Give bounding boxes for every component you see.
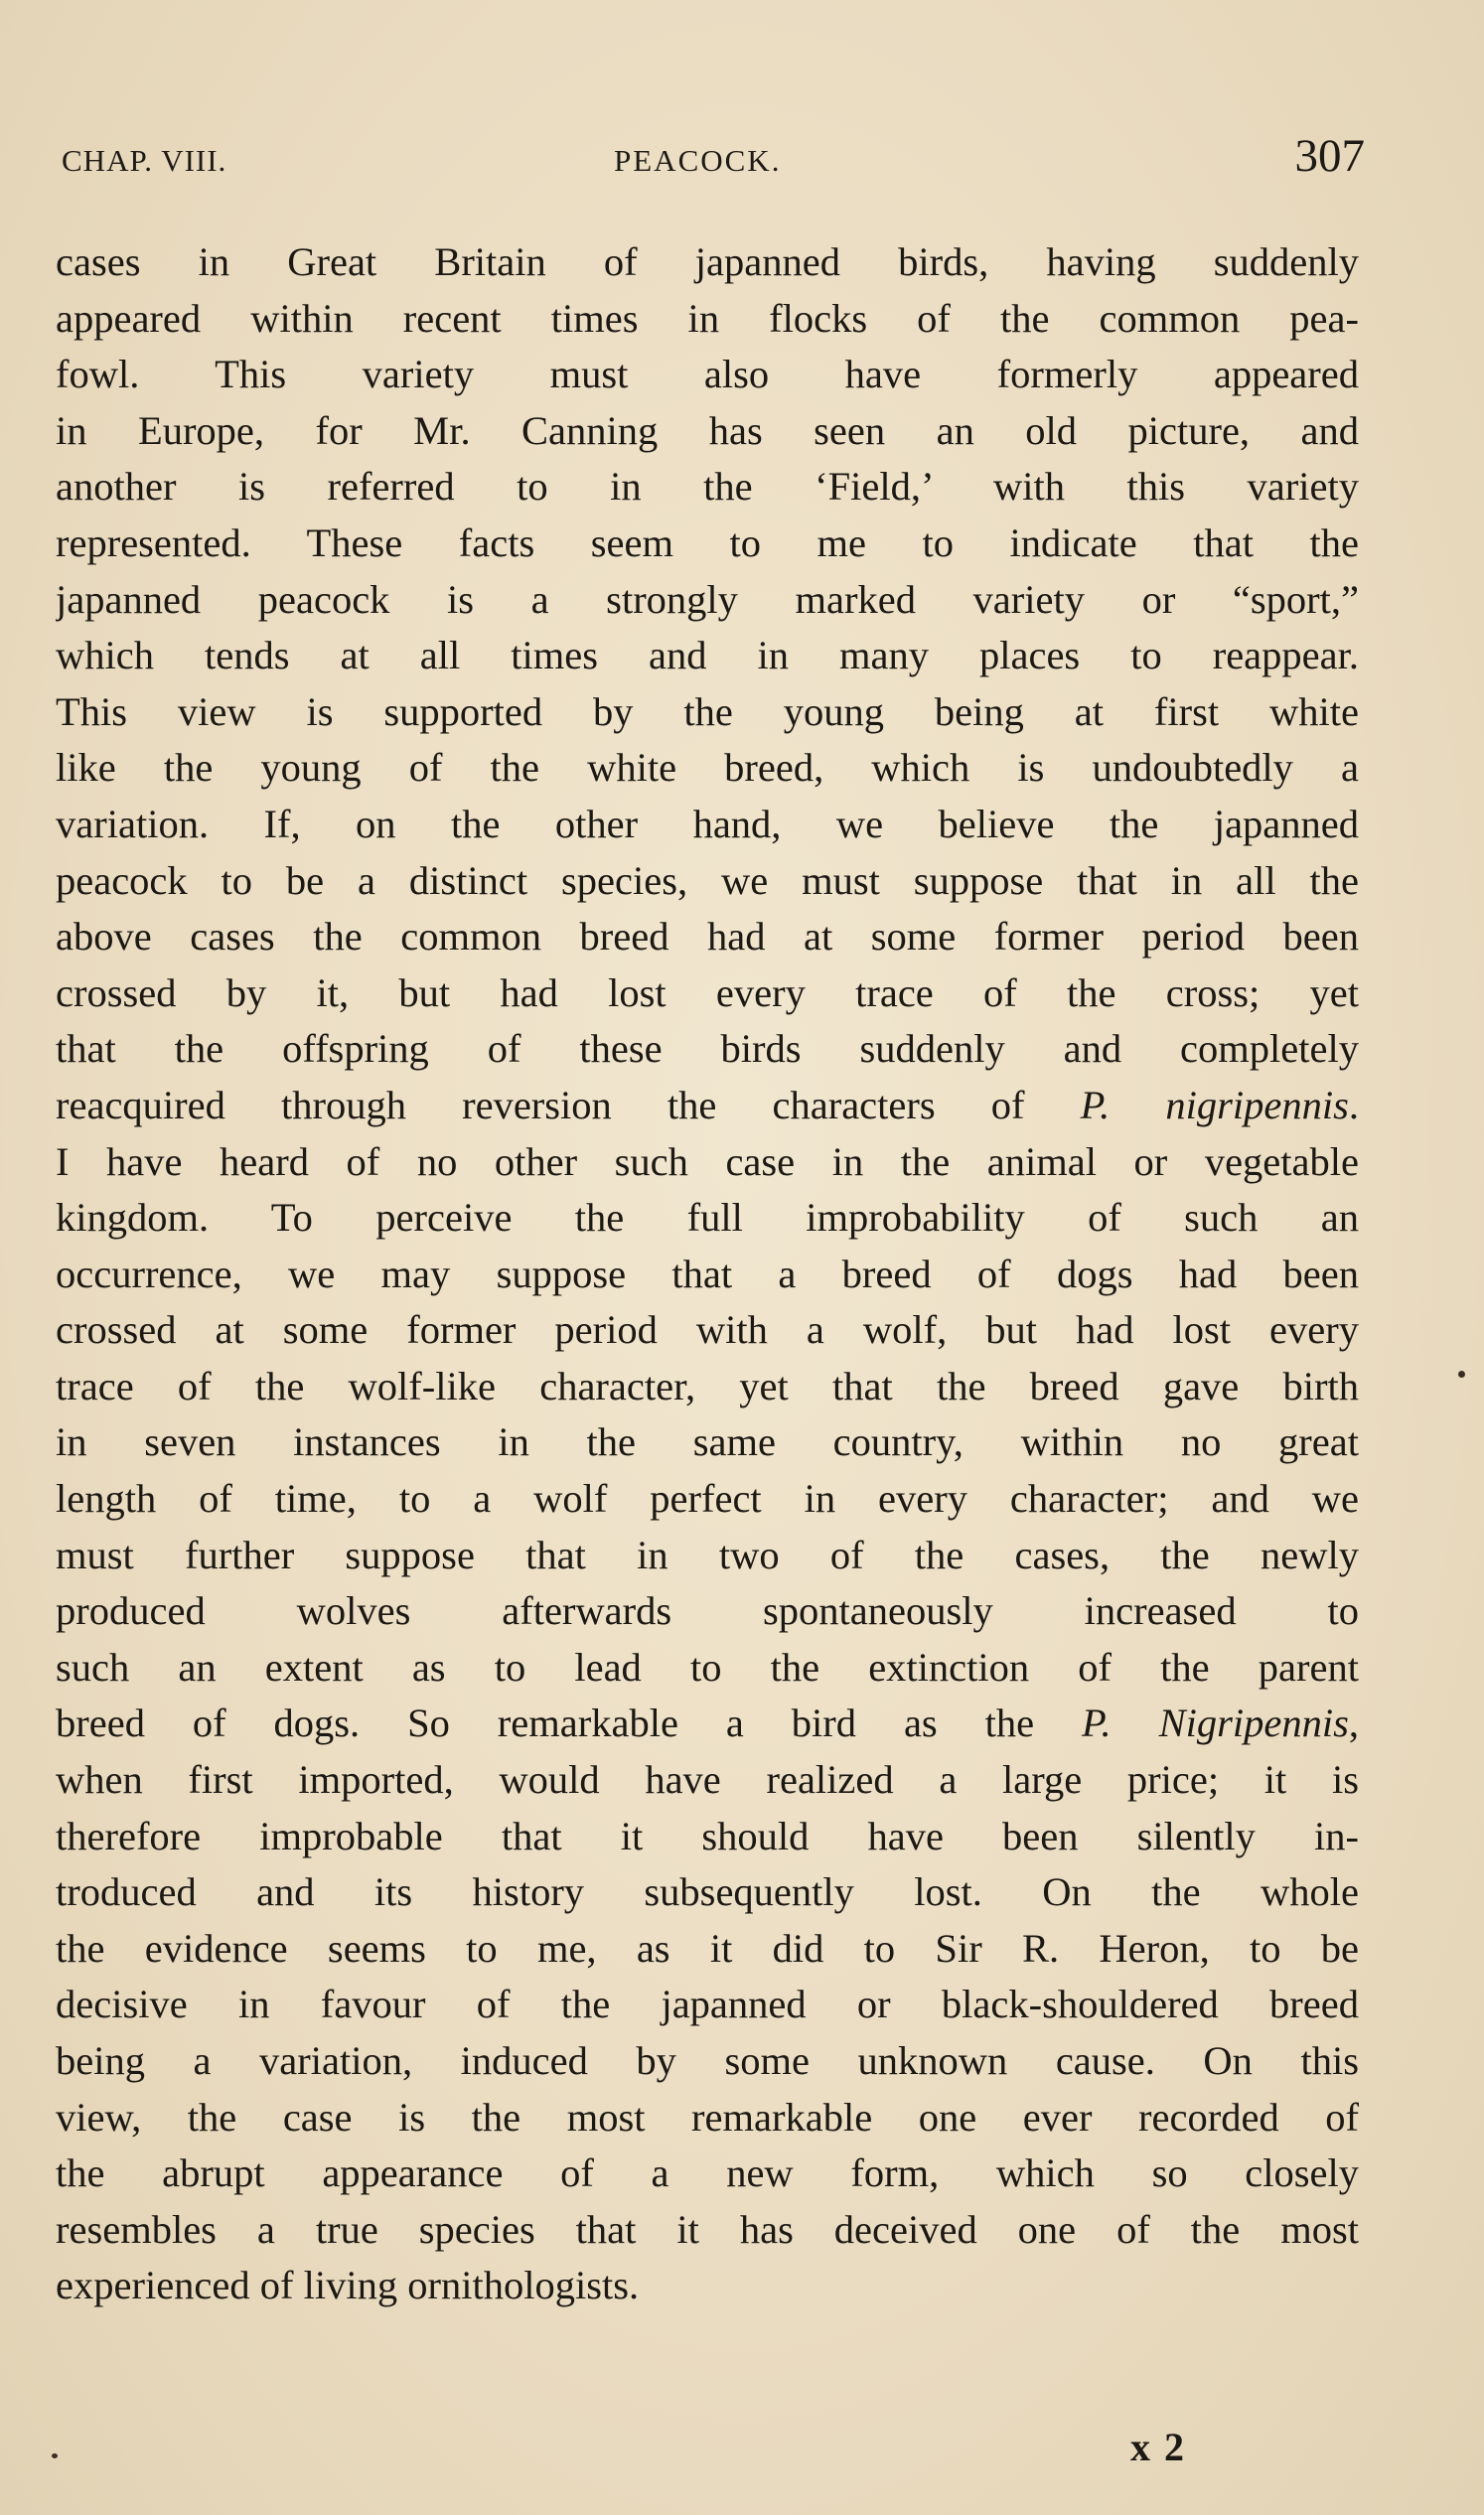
text-line: breed of dogs. So remarkable a bird as the P. Nigripennis, [56,1701,1359,1746]
text-line: troduced and its history subsequently lost. On the whole [56,1869,1359,1915]
text-line: when first imported, would have realized a large price; it is [56,1757,1359,1803]
text-line: must further suppose that in two of the cases, the newly [56,1532,1359,1577]
text-line: variation. If, on the other hand, we believe the japanned [56,801,1359,846]
text-line: view, the case is the most remarkable one ever recorded of [56,2094,1359,2140]
text-line: decisive in favour of the japanned or black-shouldered breed [56,1982,1359,2027]
species-name: P. Nigripennis [1082,1701,1349,1746]
text-line: kingdom. To perceive the full improbability of such an [56,1195,1359,1241]
text-line: length of time, to a wolf perfect in every character; and we [56,1476,1359,1522]
text-line: cases in Great Britain of japanned birds, having suddenly [56,239,1359,284]
text-line: the evidence seems to me, as it did to Sir R. Heron, to be [56,1925,1359,1971]
running-header [62,129,1365,199]
text-line: occurrence, we may suppose that a breed of dogs had been [56,1251,1359,1296]
page-number: 307 [1294,130,1365,182]
text-line: that the offspring of these birds suddenly and completely [56,1026,1359,1072]
text-line: trace of the wolf-like character, yet that the breed gave birth [56,1363,1359,1408]
text-line: another is referred to in the ‘Field,’ with this variety [56,464,1359,510]
text-line: the abrupt appearance of a new form, which so closely [56,2150,1359,2196]
text-line: produced wolves afterwards spontaneously increased to [56,1588,1359,1634]
text-line: resembles a true species that it has deceived one of the most [56,2206,1359,2252]
text-line: I have heard of no other such case in the animal or vegetable [56,1138,1359,1184]
signature-mark: x 2 [1130,2425,1186,2469]
text-line: fowl. This variety must also have formerly appeared [56,352,1359,397]
species-name: P. nigripennis [1080,1082,1349,1127]
text-line: in Europe, for Mr. Canning has seen an old picture, and [56,407,1359,453]
text-line: appeared within recent times in flocks of the common pea- [56,295,1359,341]
text-line: which tends at all times and in many places to reappear. [56,633,1359,678]
text-line: crossed at some former period with a wolf, but had lost every [56,1307,1359,1353]
text-line: being a variation, induced by some unknown cause. On this [56,2038,1359,2083]
ink-speck [52,2453,58,2458]
text-line: experienced of living ornithologists. [56,2263,640,2308]
text-line: above cases the common breed had at some former period been [56,914,1359,960]
body-text [56,234,1359,2314]
text-line: like the young of the white breed, which is undoubtedly a [56,745,1359,791]
text-line: This view is supported by the young being at first white [56,688,1359,734]
text-line: peacock to be a distinct species, we must suppose that in all the [56,857,1359,903]
chapter-label: CHAP. VIII. [62,143,227,178]
text-line: reacquired through reversion the characters of P. nigripennis. [56,1082,1359,1127]
running-title: PEACOCK. [614,143,782,178]
text-line: in seven instances in the same country, within no great [56,1419,1359,1465]
text-line: such an extent as to lead to the extinction of the parent [56,1644,1359,1690]
text-line: represented. These facts seem to me to indicate that the [56,519,1359,565]
ink-speck [1458,1371,1465,1378]
text-line: japanned peacock is a strongly marked variety or “sport,” [56,576,1359,622]
text-line: therefore improbable that it should have been silently in- [56,1813,1359,1858]
text-line: crossed by it, but had lost every trace of the cross; yet [56,969,1359,1015]
